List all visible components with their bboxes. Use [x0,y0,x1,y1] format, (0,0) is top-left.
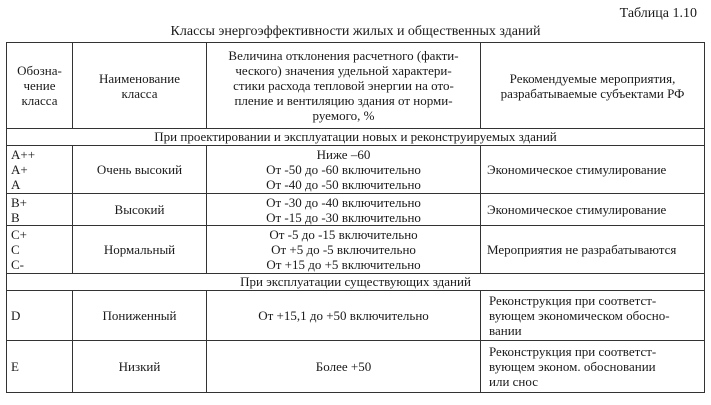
class-code: D [7,291,73,341]
class-name: Нормальный [73,226,207,274]
deviation-values: От -30 до -40 включительно От -15 до -30 включительно [207,194,481,226]
section-title: При проектировании и эксплуатации новых и реконструируемых зданий [7,129,705,146]
deviation-value: Более +50 [207,341,481,393]
table-row-very-high [7,146,705,194]
section-row-new-buildings [7,129,705,146]
header-measures: Рекомендуемые мероприятия, разрабатываемые субъектами РФ [481,43,705,129]
class-code: E [7,341,73,393]
header-class-name: Наименование класса [73,43,207,129]
deviation-value: От +15,1 до +50 включительно [207,291,481,341]
class-name: Высокий [73,194,207,226]
deviation-values: Ниже –60 От -50 до -60 включительно От -40 до -50 включительно [207,146,481,194]
class-name: Низкий [73,341,207,393]
table-number: Таблица 1.10 [619,6,697,21]
table-row-reduced [7,291,705,341]
class-name: Пониженный [73,291,207,341]
table-row-high [7,194,705,226]
section-title: При эксплуатации существующих зданий [7,274,705,291]
class-name: Очень высокий [73,146,207,194]
recommended-measures: Экономическое стимулирование [481,194,705,226]
header-deviation: Величина отклонения расчетного (факти- ческого) значения удельной характери- стики расхода тепловой энергии на ото- пление и вентиляцию здания от норми- руемого, % [207,43,481,129]
header-row [7,43,705,129]
recommended-measures: Реконструкция при соответст- вующем экономическом обосно- вании [481,291,705,341]
section-row-existing-buildings [7,274,705,291]
class-codes: A++ A+ A [7,146,73,194]
class-codes: C+ C C- [7,226,73,274]
recommended-measures: Мероприятия не разрабатываются [481,226,705,274]
energy-classes-table [6,42,705,393]
table-row-normal [7,226,705,274]
recommended-measures: Реконструкция при соответст- вующем эконом. обосновании или снос [481,341,705,393]
table-row-low [7,341,705,393]
class-codes: B+ B [7,194,73,226]
table-caption: Классы энергоэффективности жилых и общественных зданий [170,24,541,39]
deviation-values: От -5 до -15 включительно От +5 до -5 включительно От +15 до +5 включительно [207,226,481,274]
recommended-measures: Экономическое стимулирование [481,146,705,194]
header-designation: Обозна- чение класса [7,43,73,129]
